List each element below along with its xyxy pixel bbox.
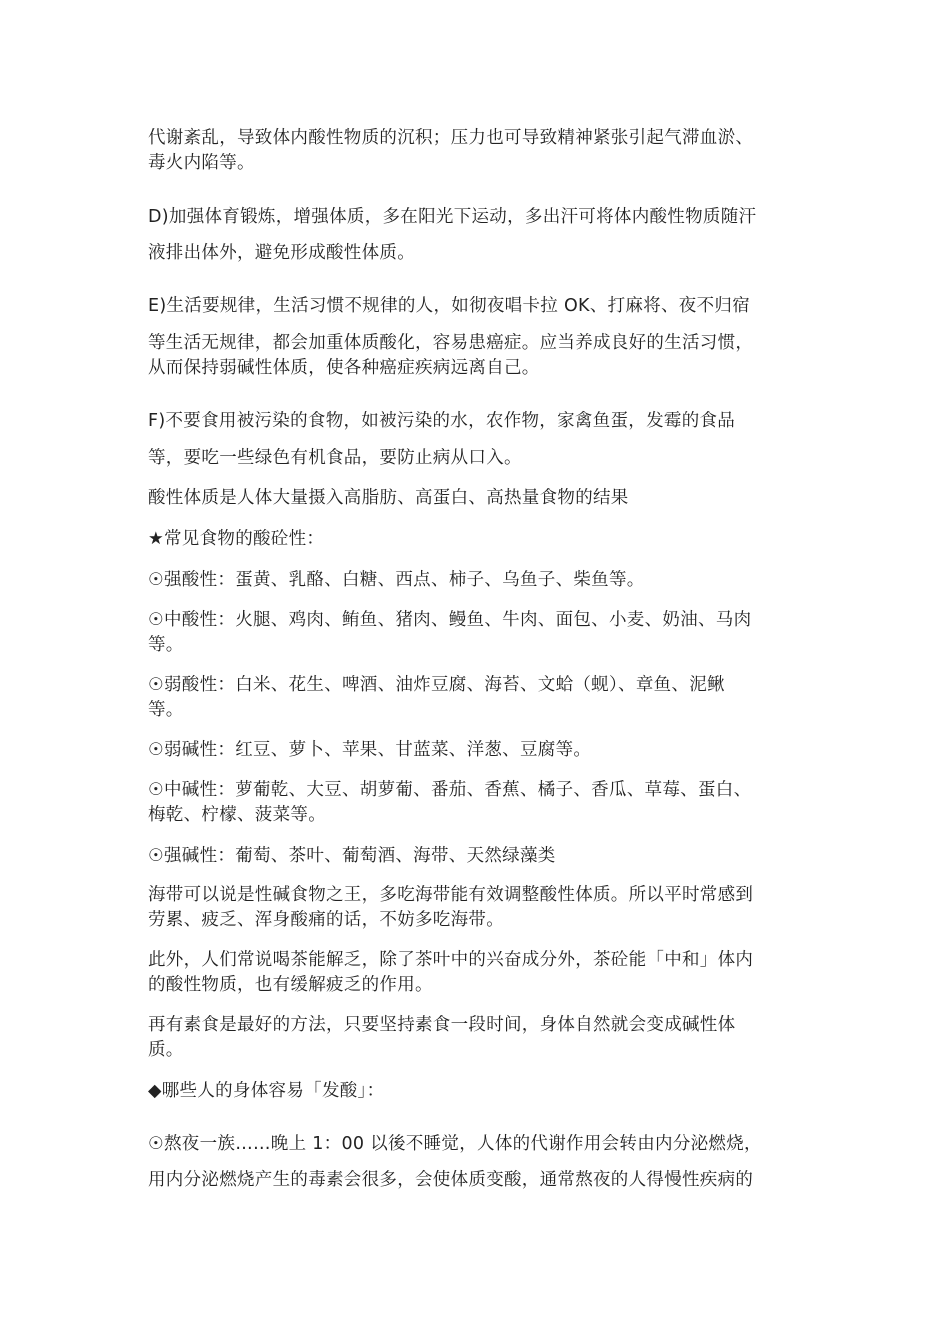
list-item: ☉弱酸性：白米、花生、啤酒、油炸豆腐、海苔、文蛤（蚬）、章鱼、泥鳅 [148,675,725,695]
list-item-continuation: 等。 [148,700,184,720]
list-item: ☉强碱性：葡萄、茶叶、葡萄酒、海带、天然绿藻类 [148,846,556,866]
text-line: F)不要食用被污染的食物，如被污染的水，农作物，家禽鱼蛋，发霉的食品 [148,411,736,431]
section-heading: ★常见食物的酸砼性： [148,529,325,549]
text-line: 质。 [148,1040,184,1060]
text-line: 液排出体外，避免形成酸性体质。 [148,243,415,263]
list-item: ☉中碱性：萝葡乾、大豆、胡萝葡、番茄、香蕉、橘子、香瓜、草莓、蛋白、 [148,780,752,800]
text-line: 海带可以说是性碱食物之王，多吃海带能有效调整酸性体质。所以平时常感到 [148,885,754,905]
list-item: ☉弱碱性：红豆、萝卜、苹果、甘蓝菜、洋葱、豆腐等。 [148,740,592,760]
text-line: 此外，人们常说喝茶能解乏，除了茶叶中的兴奋成分外，茶砼能「中和」体内 [148,950,754,970]
list-item-continuation: 等。 [148,635,184,655]
list-item: ☉强酸性：蛋黄、乳酪、白糖、西点、柿子、乌鱼子、柴鱼等。 [148,570,645,590]
list-item-continuation: 梅乾、柠檬、菠菜等。 [148,805,326,825]
text-line: 毒火内陷等。 [148,153,255,173]
text-line: 等生活无规律，都会加重体质酸化，容易患癌症。应当养成良好的生活习惯， [148,333,754,353]
text-line: 再有素食是最好的方法，只要坚持素食一段时间，身体自然就会变成碱性体 [148,1015,736,1035]
text-line: 代谢紊乱，导致体内酸性物质的沉积；压力也可导致精神紧张引起气滞血淤、 [148,128,754,148]
list-item-continuation: 用内分泌燃烧产生的毒素会很多，会使体质变酸，通常熬夜的人得慢性疾病的 [148,1170,754,1190]
text-line: E)生活要规律，生活习惯不规律的人，如彻夜唱卡拉 OK、打麻将、夜不归宿 [148,296,750,316]
text-line: D)加强体育锻炼，增强体质，多在阳光下运动，多出汗可将体内酸性物质随汗 [148,207,757,227]
text-line: 劳累、疲乏、浑身酸痛的话，不妨多吃海带。 [148,910,504,930]
text-line: 从而保持弱碱性体质，使各种癌症疾病远离自己。 [148,358,540,378]
list-item: ☉中酸性：火腿、鸡肉、鲔鱼、猪肉、鳗鱼、牛肉、面包、小麦、奶油、马肉 [148,610,752,630]
section-heading: ◆哪些人的身体容易「发酸」： [148,1081,385,1101]
text-line: 酸性体质是人体大量摄入高脂肪、高蛋白、高热量食物的结果 [148,488,629,508]
list-item: ☉熬夜一族……晚上 1：00 以後不睡觉，人体的代谢作用会转由内分泌燃烧， [148,1134,762,1154]
text-line: 等，要吃一些绿色有机食品，要防止病从口入。 [148,448,522,468]
text-line: 的酸性物质，也有缓解疲乏的作用。 [148,975,433,995]
